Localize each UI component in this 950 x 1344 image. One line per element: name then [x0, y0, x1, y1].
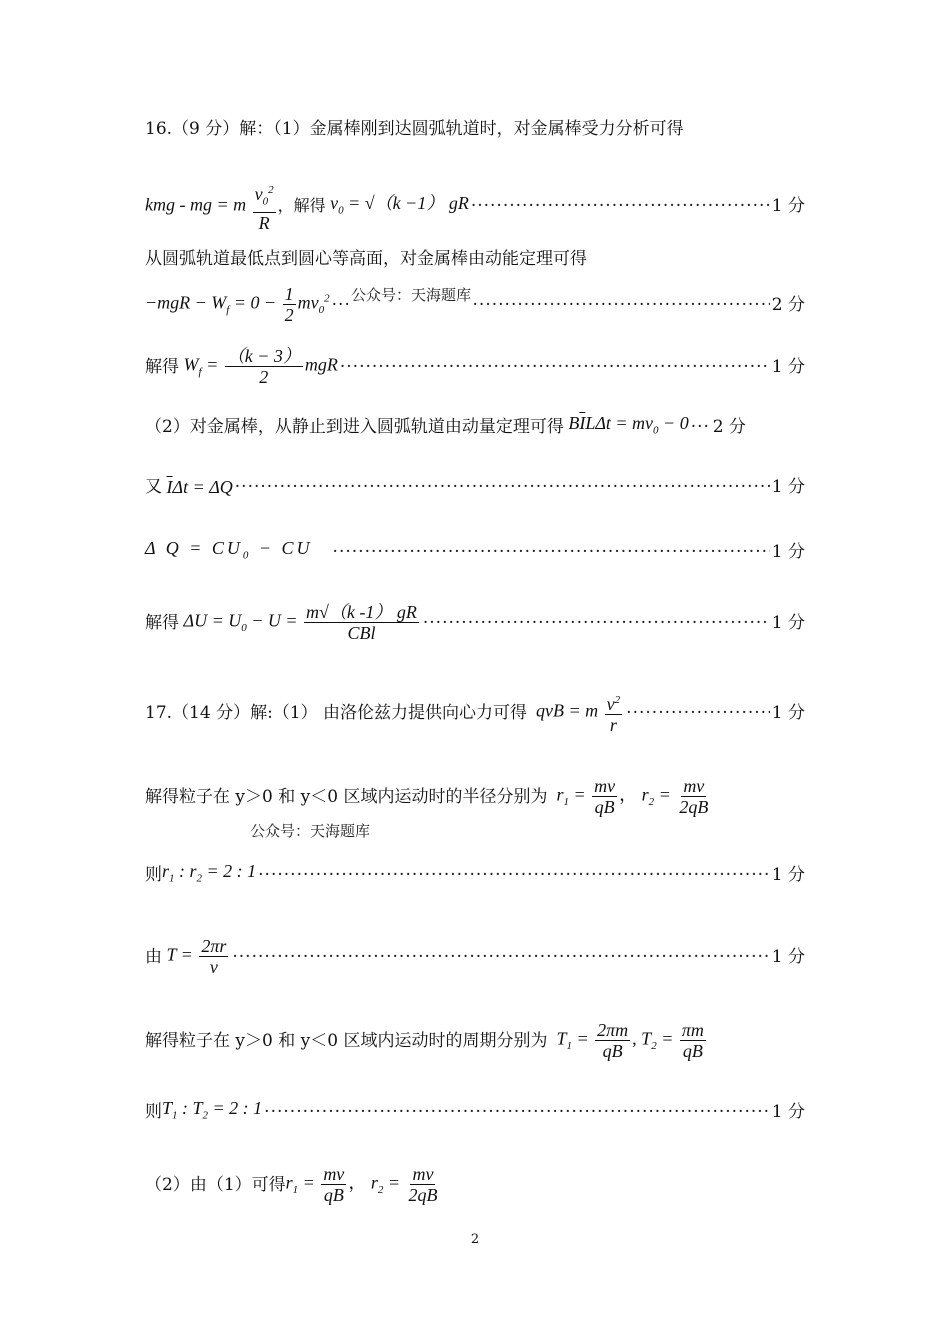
label: 又	[145, 477, 162, 497]
score: 2 分	[771, 294, 805, 315]
q17-text2	[145, 776, 805, 817]
score: 1 分	[771, 946, 805, 967]
formula: $T_1$ : $T_2 = 2$ : 1	[162, 1098, 263, 1122]
label: 17.（14 分）解:（1） 由洛伦兹力提供向心力可得	[145, 702, 528, 723]
label: 解得粒子在 y＞0 和 y＜0 区域内运动时的周期分别为	[145, 1030, 548, 1051]
formula: $r_1$ = $\frac{mv}{qB}$ ， $r_2$ = $\frac{mv}{2qB}$	[285, 1164, 438, 1205]
q17-text5	[145, 1020, 805, 1061]
leader-dots	[423, 612, 770, 634]
q16-eq3	[145, 346, 805, 387]
q17-title	[145, 690, 805, 735]
score: 1 分	[771, 196, 805, 217]
label: 由	[145, 946, 162, 967]
formula: kmg - mg = m $\frac{v_0^2}{R}$	[145, 180, 278, 233]
formula: $B\overline{I}L\Delta t = mv_0 - 0$	[563, 413, 689, 437]
q17-eq7	[145, 1164, 805, 1205]
q16-eq7	[145, 602, 805, 643]
score: 1 分	[771, 1101, 805, 1122]
score: 1 分	[771, 356, 805, 377]
leader-dots	[626, 702, 770, 724]
q16-eq1: kmg - mg = m $\frac{v_0^2}{R}$ ，解得 $v_0 = √(k -1)$ gR ····· 1 分	[145, 180, 805, 233]
q17-eq6	[145, 1097, 805, 1127]
leader-dots	[333, 541, 770, 563]
q16-eq2	[145, 284, 805, 325]
score: 1 分	[771, 612, 805, 633]
score: 1 分	[771, 477, 805, 497]
formula-v0: $v_0 = √(k -1)$ gR	[325, 192, 469, 217]
leader-dots	[264, 1101, 770, 1123]
leader-dots	[235, 476, 770, 498]
leader-dots	[340, 356, 770, 378]
page-number: 2	[470, 1232, 480, 1247]
label: 解得粒子在 y＞0 和 y＜0 区域内运动时的半径分别为	[145, 786, 548, 807]
label: 解得	[145, 612, 179, 633]
q17-eq3	[145, 860, 805, 890]
label: 则	[145, 1101, 162, 1122]
formula: $r_1$ = $\frac{mv}{qB}$ ， $r_2$ = $\frac{mv}{2qB}$	[547, 776, 709, 817]
score: 1 分	[771, 541, 805, 562]
q16-text2	[145, 248, 805, 270]
formula: $r_1$ : $r_2 = 2$ : 1	[162, 861, 257, 885]
leader-dots	[471, 195, 770, 217]
formula: $W_f$ = $\frac{(k - 3)}{2}$ mgR	[179, 346, 338, 387]
q16-title-text: 16.（9 分）解：（1）金属棒刚到达圆弧轨道时，对金属棒受力分析可得	[145, 119, 684, 139]
q16-text2-text: 从圆弧轨道最低点到圆心等高面，对金属棒由动能定理可得	[145, 249, 587, 269]
formula: qvB = m $\frac{v^2}{r}$	[527, 690, 624, 735]
formula: $T_1$ = $\frac{2\pi m}{qB}$ , $T_2$ = $\frac{\pi m}{qB}$	[547, 1020, 704, 1061]
label: （2）由（1）可得	[145, 1174, 286, 1195]
q16-eq4	[145, 412, 805, 442]
score: 2 分	[712, 416, 746, 437]
formula: Δ $Q = CU_0$ − CU	[145, 538, 313, 562]
watermark: 公众号：天海题库	[250, 822, 371, 840]
formula: T = $\frac{2\pi r}{v}$	[162, 936, 227, 977]
score: 1 分	[771, 702, 805, 723]
formula: $-mgR - W_f = 0$ − $\frac{1}{2}$ $mv_0^2$	[145, 284, 330, 325]
label: （2）对金属棒，从静止到进入圆弧轨道由动量定理可得	[145, 416, 564, 437]
formula: $\overline{I}\Delta t = \Delta Q$	[166, 477, 233, 497]
q17-eq4	[145, 936, 805, 977]
label: 解得	[145, 356, 179, 377]
leader-dots	[232, 946, 769, 968]
q16-eq6	[145, 537, 805, 567]
formula: $\Delta U = U_0 - U$ = $\frac{m√(k -1) gR}{\text{CBl}}$	[179, 602, 417, 643]
q16-title	[145, 118, 805, 140]
leader-dots	[258, 864, 770, 886]
label: 则	[145, 864, 162, 885]
q16-eq5	[145, 476, 805, 498]
score: 1 分	[771, 864, 805, 885]
watermark: 公众号：天海题库	[348, 284, 474, 305]
leader-dots	[691, 416, 711, 438]
